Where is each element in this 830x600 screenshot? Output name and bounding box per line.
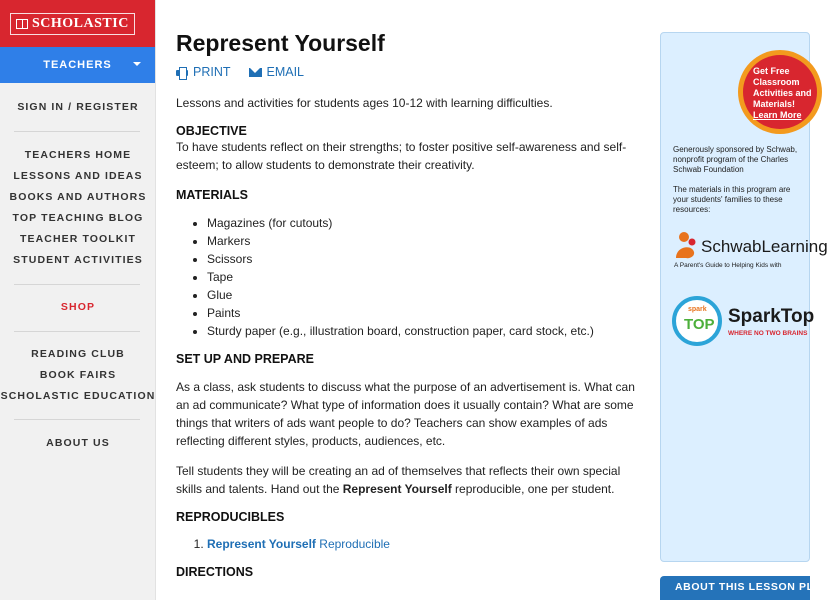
setup-line: an ad communicate? What type of information does it usually contain? What are some [176,398,634,412]
sparktop-logo[interactable] [672,296,815,348]
book-icon [16,19,28,29]
list-item: • Magazines (for cutouts) [207,214,636,232]
print-icon [176,67,188,78]
materials-note-line: The materials in this program are [673,185,791,194]
badge-line: Get Free [753,66,790,76]
schwab-tagline: A Parent's Guide to Helping Kids with [674,262,782,269]
nav-teachers-home[interactable]: TEACHERS HOME [24,149,132,161]
list-item: • Glue [207,286,636,304]
spark-circle-main: TOP [684,316,715,333]
page-title: Represent Yourself [176,30,385,56]
print-label: PRINT [193,65,231,79]
nav-main [0,149,156,275]
scholastic-logo[interactable] [10,13,135,35]
list-item[interactable] [207,535,636,553]
nav-student-activities[interactable]: STUDENT ACTIVITIES [13,254,143,266]
objective-heading: OBJECTIVE [176,124,247,138]
sparktop-logo-text: SparkTop [728,306,815,327]
materials-note-line: your students' families to these [673,195,783,204]
nav-lessons-and-ideas[interactable]: LESSONS AND IDEAS [13,170,143,182]
objective-line: esteem; to allow students to demonstrate their creativity. [176,158,475,172]
nav-top-teaching-blog[interactable]: TOP TEACHING BLOG [12,212,144,224]
email-icon [249,68,262,77]
nav-secondary [0,348,156,411]
badge-line: Materials! [753,99,796,109]
list-item: • Scissors [207,250,636,268]
setup-paragraph-2 [176,462,636,498]
about-this-lesson-plan-header[interactable]: ABOUT THIS LESSON PLAN [660,576,810,600]
sparktop-badge-icon [672,296,722,346]
intro-text: Lessons and activities for students ages 10-12 with learning difficulties. [176,96,553,110]
shop-row [0,301,156,313]
setup-line: Tell students they will be creating an ad of themselves that reflects their own special [176,464,621,478]
nav-teacher-toolkit[interactable]: TEACHER TOOLKIT [19,233,137,245]
setup-paragraph-1 [176,378,636,450]
setup-line: As a class, ask students to discuss what the purpose of an advertisement is. What can [176,380,635,394]
badge-text [743,55,817,129]
divider [14,284,140,285]
article-actions [176,65,636,79]
sidebar [0,0,156,600]
setup-line: reproducible, one per student. [451,482,615,496]
materials-list [207,214,636,340]
teachers-menu-label: TEACHERS [43,59,112,71]
article [176,30,636,579]
schwab-people-icon [674,230,702,260]
nav-books-and-authors[interactable]: BOOKS AND AUTHORS [9,191,147,203]
directions-heading: DIRECTIONS [176,565,254,579]
setup-line: reflecting different styles, products, audiences, etc. [176,434,446,448]
list-item: • Tape [207,268,636,286]
materials-heading: MATERIALS [176,188,248,202]
email-button[interactable] [249,65,305,79]
logo-text: SCHOLASTIC [32,15,129,31]
nav-about-us[interactable]: ABOUT US [46,437,110,449]
badge-line: Classroom [753,77,800,87]
nav-shop[interactable]: SHOP [60,301,96,313]
about-row [0,437,156,449]
schwab-logo-text: SchwabLearning [701,237,828,256]
sign-in-register[interactable] [0,101,156,113]
free-materials-badge[interactable] [738,50,822,134]
register-link[interactable]: REGISTER [76,101,139,113]
badge-line: Activities and [753,88,812,98]
sponsor-line: Generously sponsored by Schwab, [673,145,798,154]
email-label: EMAIL [266,65,305,79]
schwab-learning-logo[interactable] [672,230,828,274]
reproducibles-heading: REPRODUCIBLES [176,510,285,524]
reproducible-link[interactable]: Represent Yourself [207,537,316,551]
teachers-menu-button[interactable] [0,47,155,83]
divider [14,419,140,420]
nav-book-fairs[interactable]: BOOK FAIRS [39,369,117,381]
materials-note-line: resources: [673,205,711,214]
sign-separator: / [68,101,73,113]
reproducibles-list [207,535,636,553]
list-item: • Paints [207,304,636,322]
divider [14,331,140,332]
learn-more-link[interactable]: Learn More [753,110,802,120]
sponsor-text [673,145,813,215]
sponsor-line: Schwab Foundation [673,165,744,174]
list-item: • Markers [207,232,636,250]
objective-text [176,138,636,174]
setup-line: things that writers of ads want people to do? Teachers can show examples of ads [176,416,608,430]
sign-in-link[interactable]: SIGN IN [17,101,65,113]
reproducible-link-suffix[interactable]: Reproducible [315,537,390,551]
objective-line: To have students reflect on their strengths; to foster positive self-awareness and self- [176,140,627,154]
nav-scholastic-education[interactable]: SCHOLASTIC EDUCATION [0,390,156,402]
nav-reading-club[interactable]: READING CLUB [31,348,125,360]
list-item: • Sturdy paper (e.g., illustration board, construction paper, card stock, etc.) [207,322,636,340]
print-button[interactable] [176,65,231,79]
sponsor-line: nonprofit program of the Charles [673,155,789,164]
setup-line: skills and talents. Hand out the [176,482,343,496]
sparktop-tagline: WHERE NO TWO BRAINS [728,330,808,337]
setup-heading: SET UP AND PREPARE [176,352,314,366]
setup-bold-title: Represent Yourself [342,482,452,496]
logo-bar [0,0,155,47]
spark-circle-top: spark [688,306,707,313]
divider [14,131,140,132]
chevron-down-icon [133,62,141,66]
sign-in-row [0,101,156,113]
